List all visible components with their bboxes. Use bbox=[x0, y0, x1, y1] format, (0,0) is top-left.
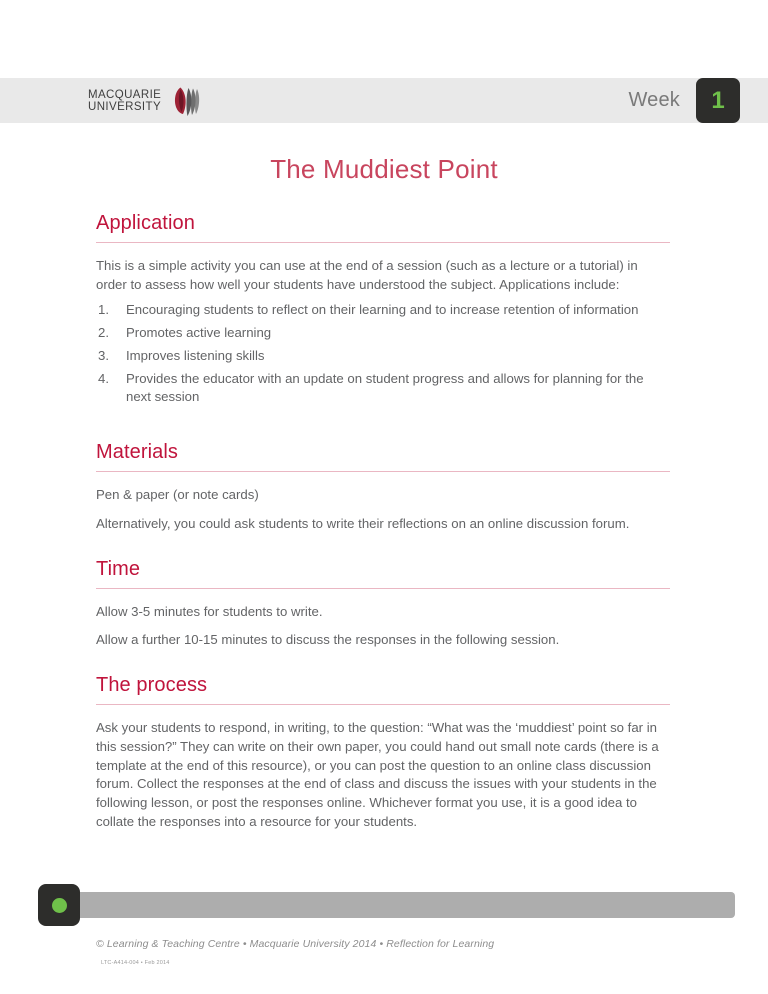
list-item: Encouraging students to reflect on their learning and to increase retention of information bbox=[126, 302, 639, 318]
section-heading-the-process: The process bbox=[96, 674, 208, 697]
paragraph: Pen & paper (or note cards) bbox=[96, 487, 259, 503]
application-list bbox=[96, 301, 670, 407]
paragraph: Allow 3-5 minutes for students to write. bbox=[96, 603, 323, 619]
section-heading-time: Time bbox=[96, 557, 141, 580]
macquarie-university-logo bbox=[88, 86, 203, 118]
logo-line-1: MACQUARIE bbox=[88, 89, 162, 102]
section-time bbox=[96, 558, 670, 650]
logo-wordmark bbox=[88, 90, 161, 113]
section-heading-application: Application bbox=[96, 212, 195, 234]
spacer bbox=[96, 650, 670, 674]
green-dot-icon bbox=[52, 898, 67, 913]
week-label: Week bbox=[628, 89, 680, 111]
section-the-process bbox=[96, 674, 670, 831]
week-number-badge: 1 bbox=[696, 78, 740, 123]
section-application bbox=[96, 212, 670, 407]
spacer bbox=[96, 534, 670, 558]
macquarie-lighthouse-flame-icon bbox=[167, 86, 203, 118]
section-divider bbox=[96, 242, 670, 243]
paragraph: Allow a further 10-15 minutes to discuss the responses in the following session. bbox=[96, 632, 560, 648]
paragraph: This is a simple activity you can use at the end of a session (such as a lecture or a tutorial) in order to assess how well your students have understood the subject. Applications include: bbox=[96, 258, 638, 292]
paragraph: Alternatively, you could ask students to write their reflections on an online discussion forum. bbox=[96, 515, 630, 531]
footer-document-code: LTC-A414-004 • Feb 2014 bbox=[101, 960, 170, 966]
list-item: Improves listening skills bbox=[126, 347, 265, 363]
section-divider bbox=[96, 588, 670, 589]
spacer bbox=[96, 411, 670, 441]
section-materials bbox=[96, 441, 670, 533]
section-divider bbox=[96, 471, 670, 472]
document-content bbox=[96, 212, 670, 831]
page-title: The Muddiest Point bbox=[270, 154, 498, 184]
section-divider bbox=[96, 704, 670, 705]
week-indicator bbox=[628, 78, 740, 123]
list-item: Provides the educator with an update on student progress and allows for planning for the next session bbox=[126, 370, 644, 405]
progress-bar-track bbox=[40, 892, 735, 918]
paragraph: Ask your students to respond, in writing, to the question: “What was the ‘muddiest’ point so far in this session?” They can write on their own paper, you could hand out small note cards (there is a template at the end of this resource), or you can post the question to an online class discussion forum. Collect the responses at the end of class and discuss the issues with your students in the following lesson, or post the responses online. Whichever format you use, it is a good idea to collate the responses into a resource for your students. bbox=[96, 720, 659, 829]
section-heading-materials: Materials bbox=[96, 441, 179, 464]
footer-copyright: © Learning & Teaching Centre • Macquarie University 2014 • Reflection for Learning bbox=[96, 938, 495, 950]
list-item: Promotes active learning bbox=[126, 325, 272, 341]
progress-marker bbox=[38, 884, 80, 926]
logo-line-2: UNIVERSITY bbox=[88, 101, 162, 113]
